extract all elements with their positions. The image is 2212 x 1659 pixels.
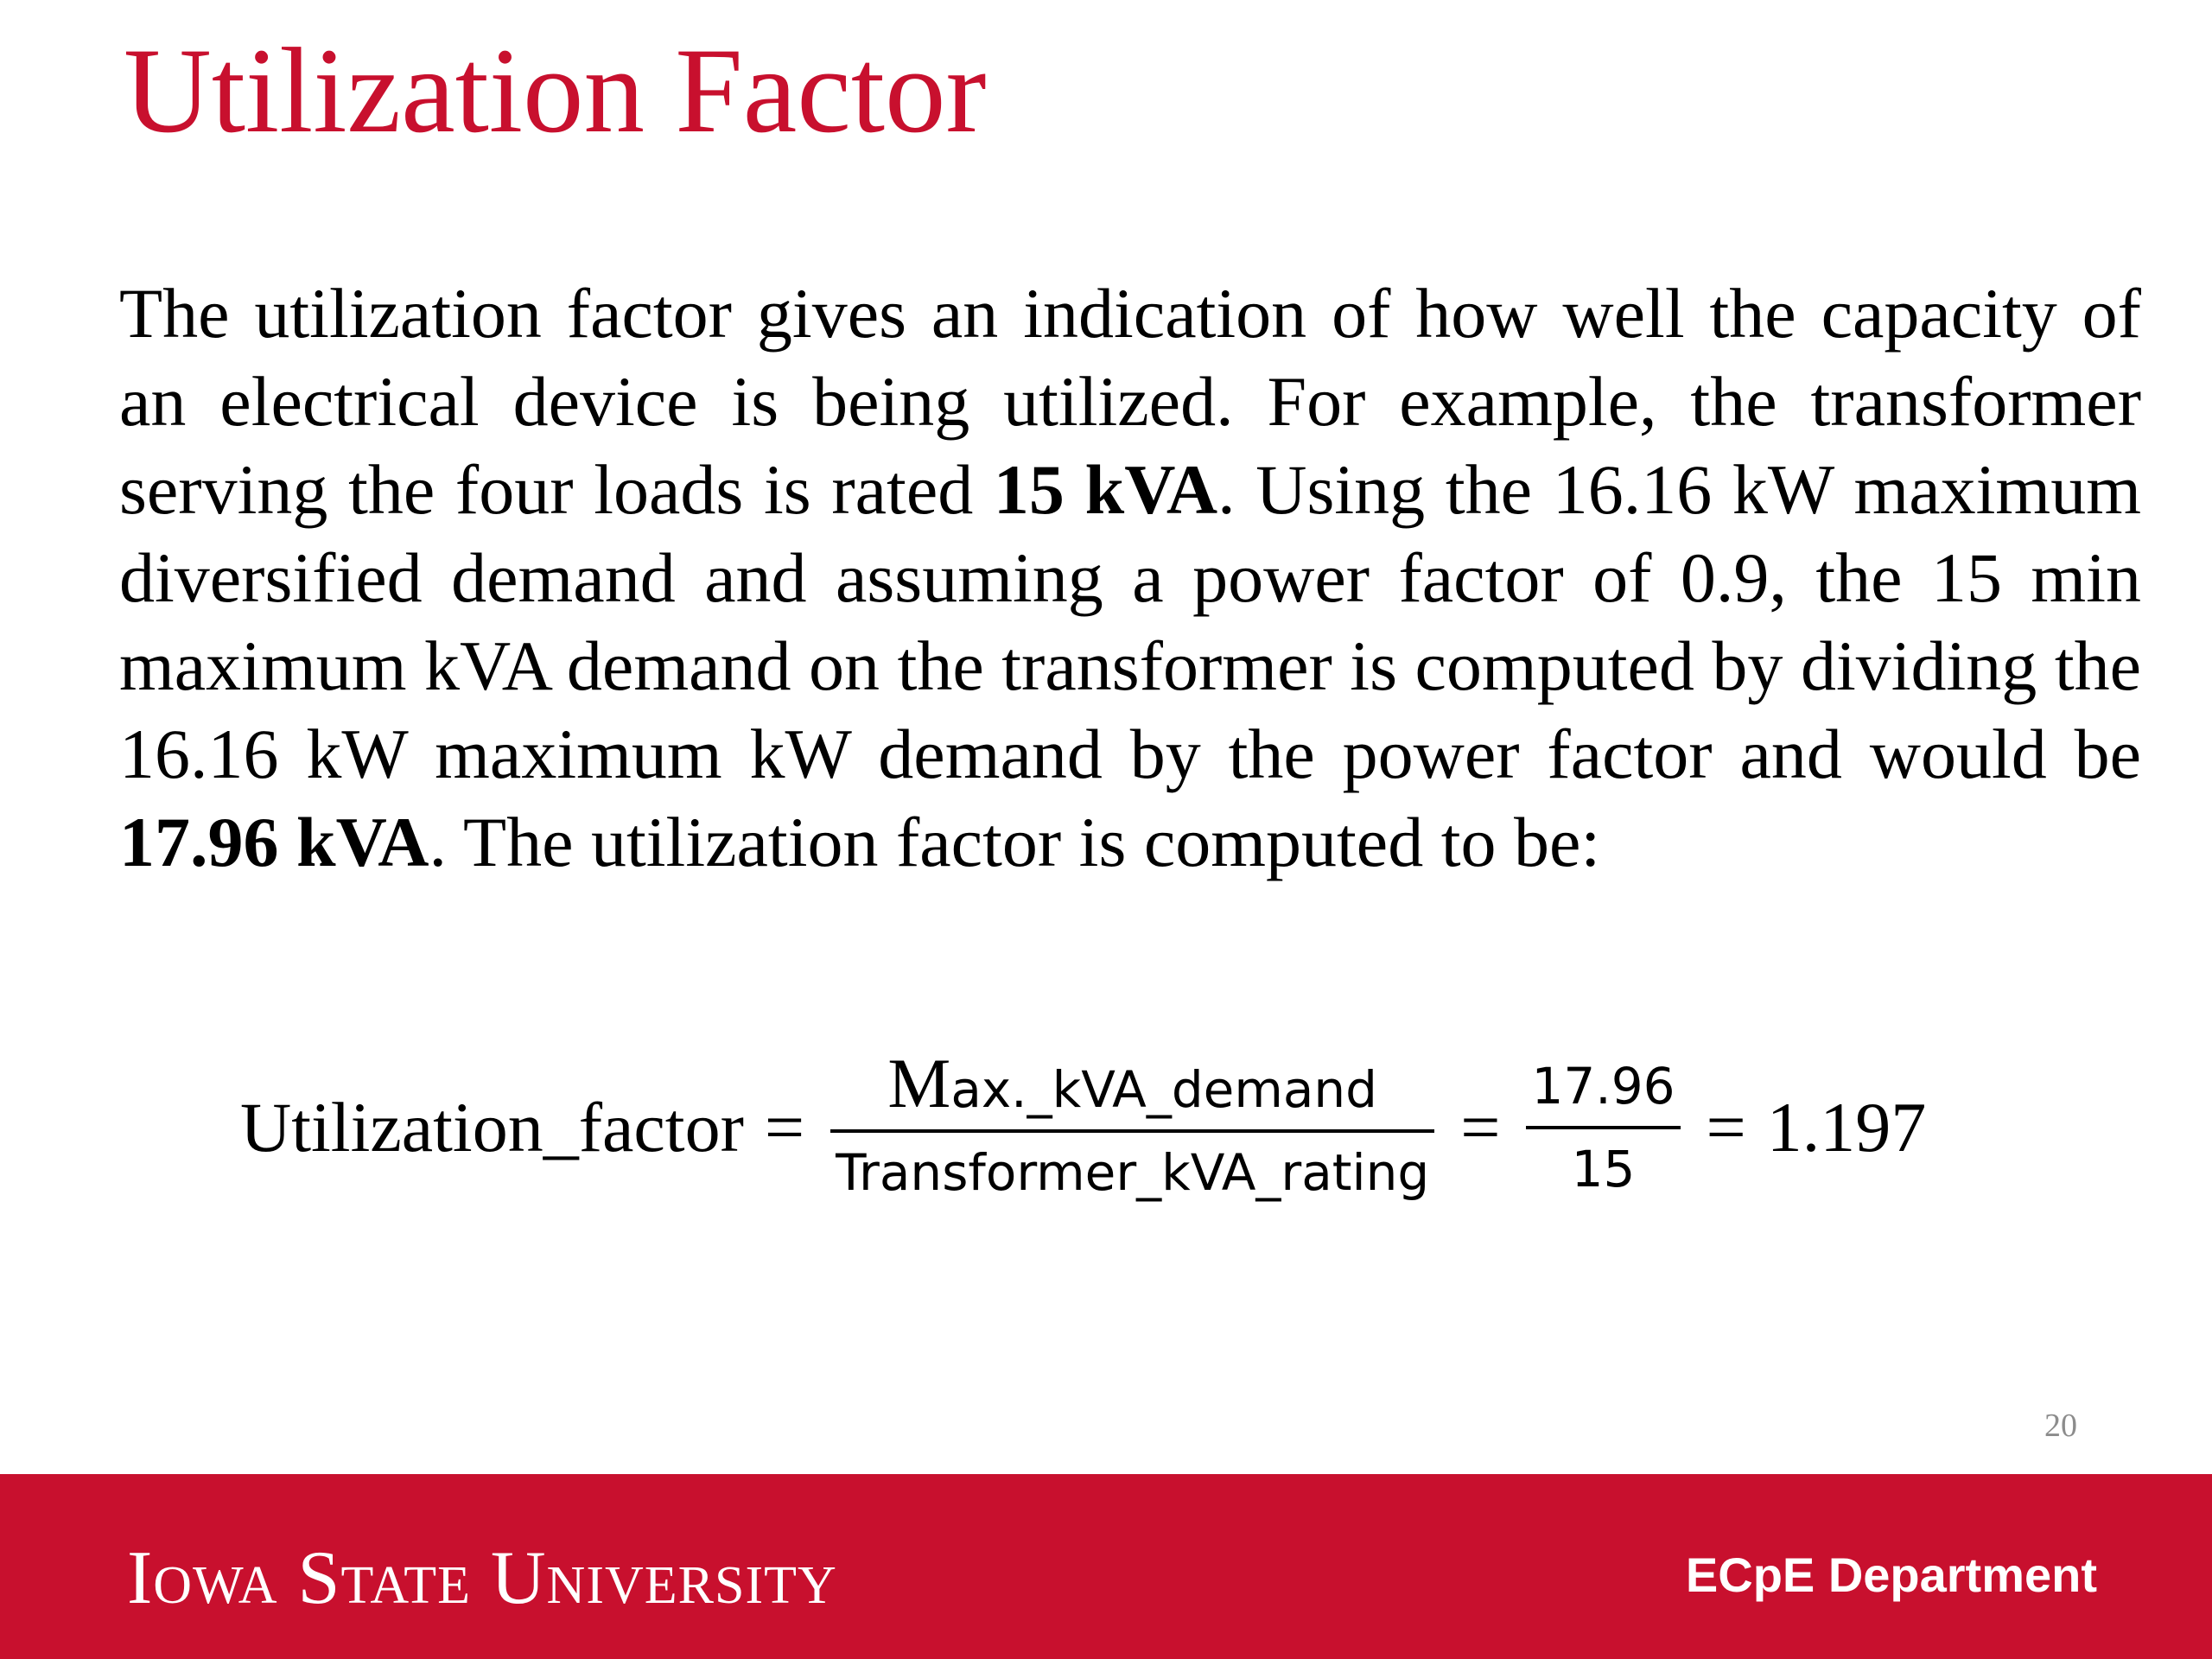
paragraph-text-2: . Using the 16.16 kW maximum diversified demand and assuming a power factor of 0.9, the 15 min maximum kVA demand on the transformer is computed by dividing the 16.16 kW maximum kW demand by the power factor and would be (119, 450, 2141, 793)
fraction-bar-2 (1526, 1126, 1680, 1129)
paragraph-text-1: The utilization factor gives an indication of how well the capacity of an electrical device is being utilized. For example, the transformer serving the four loads is rated (119, 274, 2141, 529)
symbolic-fraction (830, 1043, 1434, 1207)
equals-sign-3: = (1706, 1088, 1746, 1166)
university-logo: Iowa State University (127, 1536, 837, 1620)
numerator-rest: ax._kVA_demand (950, 1059, 1377, 1119)
equals-sign-2: = (1460, 1088, 1501, 1166)
equation-lhs: Utilization_factor (240, 1088, 744, 1166)
page-number: 20 (2044, 1408, 2077, 1444)
department-label: ECpE Department (1685, 1548, 2097, 1602)
numerator-initial: M (887, 1043, 951, 1122)
fraction-denominator: Transformer_kVA_rating (836, 1142, 1430, 1202)
transformer-rating-bold: 15 kVA (993, 450, 1218, 529)
numeric-numerator: 17.96 (1531, 1057, 1675, 1116)
footer-bar (0, 1474, 2212, 1659)
fraction-numerator (882, 1043, 1382, 1124)
numeric-fraction (1526, 1052, 1680, 1204)
equals-sign-1: = (764, 1088, 805, 1166)
numeric-denominator: 15 (1571, 1140, 1636, 1198)
body-paragraph (119, 270, 2141, 887)
kva-demand-bold: 17.96 kVA (119, 803, 429, 881)
paragraph-text-3: . The utilization factor is computed to be: (429, 803, 1601, 881)
equation-result: 1.197 (1766, 1088, 1927, 1166)
fraction-bar-1 (830, 1129, 1434, 1133)
utilization-equation (240, 1033, 1926, 1223)
slide-title: Utilization Factor (124, 23, 987, 158)
